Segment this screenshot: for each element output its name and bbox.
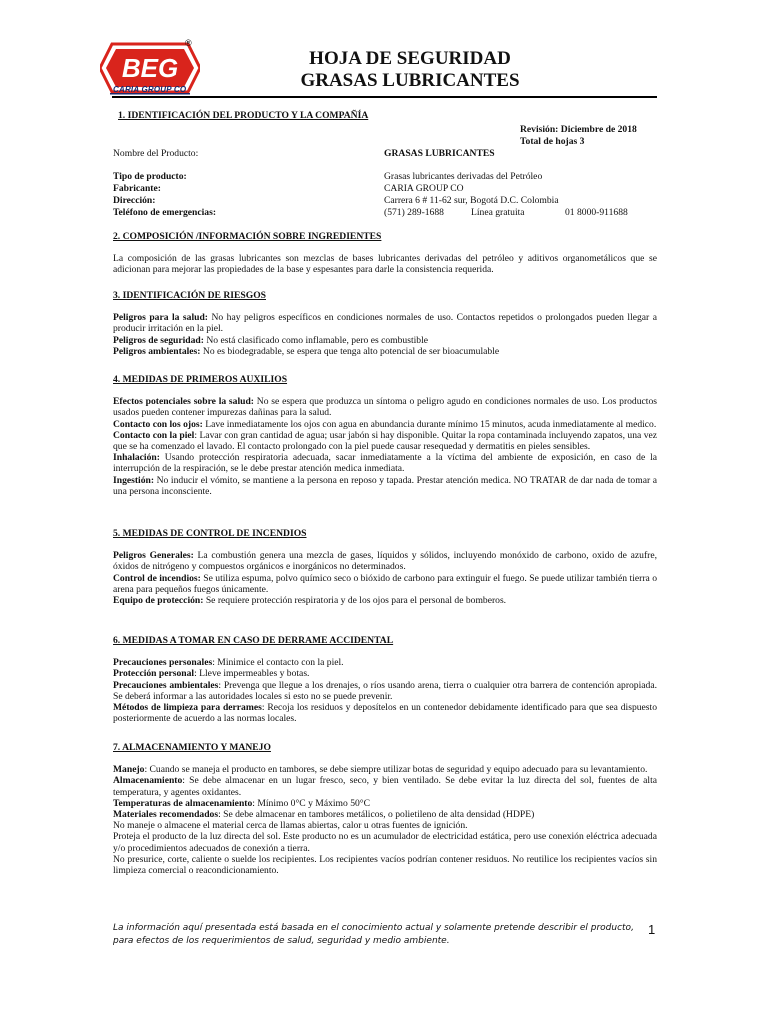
item-label: Peligros para la salud:: [113, 312, 208, 324]
item-text: : Minimice el contacto con la piel.: [212, 657, 344, 669]
document-subtitle: GRASAS LUBRICANTES: [300, 70, 520, 91]
item-text: : Lavar con gran cantidad de agua; usar jabón si hay disponible. Quitar la ropa contaminada incluyendo zapatos, una vez que se ha comenzado el lavado. El contacto prolongado con la piel puede causar resequedad y dermatitis en pieles sensibles.: [113, 429, 658, 453]
section1-title: 1. IDENTIFICACIÓN DEL PRODUCTO Y LA COMPAÑÍA: [118, 110, 369, 121]
section5-item: [113, 573, 657, 595]
item-text: La combustión genera una mezcla de gases, líquidos y sólidos, incluyendo monóxido de carbono, oxido de azufre, óxidos de nitrógeno y compuestos orgánicos e inorgánicos no determinados.: [113, 550, 657, 573]
item-text: No está clasificado como inflamable, pero es combustible: [203, 334, 429, 346]
item-label: Efectos potenciales sobre la salud:: [113, 396, 254, 408]
item-text: : Recoja los residuos y deposítelos en un contenedor debidamente identificado para que sea dispuesto posteriormente de acuerdo a las normas locales.: [113, 702, 657, 725]
section3-title: 3. IDENTIFICACIÓN DE RIESGOS: [113, 290, 266, 301]
item-text: Se requiere protección respiratoria y de los ojos para el personal de bomberos.: [203, 595, 507, 607]
item-text: Usando protección respiratoria adecuada, sacar inmediatamente a la víctima del ambiente de exposición, en caso de la interrupción de la respiración, se le debe prestar atención medica inmediata.: [113, 452, 657, 475]
item-label: Inhalación:: [113, 452, 160, 464]
section6-item: [113, 680, 657, 702]
item-text: No presurice, corte, caliente o suelde los recipientes. Los recipientes vacíos podrían contener residuos. No reutilice los recipientes vacíos sin limpieza comercial o reacondicionamiento.: [113, 853, 657, 877]
item-label: Protección personal: [113, 668, 195, 680]
item-label: Peligros ambientales:: [113, 345, 201, 357]
section7-item: [113, 809, 657, 820]
section3: [113, 290, 657, 357]
section7-item: [113, 775, 657, 797]
section4-item: [113, 452, 657, 474]
item-label: Control de incendios:: [113, 572, 201, 584]
value-toll-free-label: Línea gratuita: [471, 207, 525, 218]
item-label: Almacenamiento: [113, 775, 183, 787]
item-label: Temperaturas de almacenamiento: [113, 797, 253, 809]
section4-item: [113, 430, 657, 452]
label-manufacturer: Fabricante:: [113, 183, 161, 194]
section7-title: 7. ALMACENAMIENTO Y MANEJO: [113, 742, 271, 753]
item-label: Métodos de limpieza para derrames: [113, 702, 262, 714]
section6-item: [113, 668, 657, 679]
label-address: Dirección:: [113, 195, 156, 206]
item-label: Equipo de protección:: [113, 595, 204, 607]
item-text: No inducir el vómito, se mantiene a la persona en reposo y tapada. Prestar atención medica. NO TRATAR de dar nada de tomar a una persona inconsciente.: [113, 474, 657, 497]
item-label: Ingestión:: [113, 474, 155, 486]
item-text: Lave inmediatamente los ojos con agua en abundancia durante mínimo 15 minutos, acuda inmediatamente al medico.: [202, 418, 657, 430]
value-manufacturer: CARIA GROUP CO: [384, 183, 464, 194]
item-text: : Mínimo 0°C y Máximo 50°C: [252, 797, 371, 809]
item-text: No se espera que produzca un síntoma o peligro agudo en condiciones normales de uso. Los productos usados pueden contener impurezas dañinas para la salud.: [113, 396, 657, 419]
section2-title: 2. COMPOSICIÓN /INFORMACIÓN SOBRE INGREDIENTES: [113, 231, 382, 242]
value-address: Carrera 6 # 11-62 sur, Bogotá D.C. Colombia: [384, 195, 559, 206]
item-text: : Cuando se maneja el producto en tambores, se debe siempre utilizar botas de seguridad y equipo adecuado para su levantamiento.: [144, 764, 648, 776]
section6-item: [113, 702, 657, 724]
section5: [113, 528, 657, 606]
section4-item: [113, 475, 657, 497]
item-label: Contacto con la piel: [113, 429, 195, 441]
section6-item: [113, 657, 657, 668]
section5-title: 5. MEDIDAS DE CONTROL DE INCENDIOS: [113, 528, 307, 539]
value-emergency-phone: (571) 289-1688: [384, 207, 444, 218]
header-divider: [112, 96, 657, 98]
item-text: : Se debe almacenar en tambores metálicos, o polietileno de alta densidad (HDPE): [218, 809, 535, 821]
section2-text: La composición de las grasas lubricantes son mezclas de bases lubricantes derivadas del petróleo y aditivos organometálicos que se adicionan para mejorar las propiedades de la base y espesantes para darle la consistencia requerida.: [113, 253, 657, 276]
logo-text: BEG: [121, 53, 179, 83]
item-text: No maneje o almacene el material cerca de llamas abiertas, calor u otras fuentes de ignición.: [113, 820, 468, 832]
section7-item: [113, 831, 657, 853]
section5-item: [113, 595, 657, 606]
item-text: : Se debe almacenar en un lugar fresco, seco, y bien ventilado. Se debe evitar la luz directa del sol, fuentes de alta temperatura, y agentes oxidantes.: [113, 775, 657, 798]
document-title: HOJA DE SEGURIDAD: [309, 48, 511, 69]
logo-caption: CARIA GROUP CO: [113, 85, 187, 94]
total-pages: Total de hojas 3: [520, 136, 585, 147]
item-label: Peligros de seguridad:: [113, 334, 204, 346]
label-product-type: Tipo de producto:: [113, 171, 187, 182]
value-toll-free-number: 01 8000-911688: [565, 207, 628, 218]
section4-item: [113, 396, 657, 418]
item-text: : Lleve impermeables y botas.: [194, 668, 310, 680]
section7: [113, 742, 657, 876]
label-emergency-phone: Teléfono de emergencias:: [113, 207, 217, 218]
item-label: Materiales recomendados: [113, 809, 219, 821]
label-product-name: Nombre del Producto:: [113, 148, 199, 159]
section2: [113, 231, 657, 276]
section4: [113, 374, 657, 497]
item-text: Se utiliza espuma, polvo químico seco o bióxido de carbono para extinguir el fuego. Se puede utilizar también tierra o arena para pequeños fuegos únicamente.: [113, 572, 657, 595]
section3-item: [113, 346, 657, 357]
registered-mark: ®: [185, 38, 192, 48]
footer-disclaimer: La información aquí presentada está basada en el conocimiento actual y solamente pretende describir el producto, para efectos de los requerimientos de salud, seguridad y medio ambiente.: [113, 923, 634, 946]
section6-title: 6. MEDIDAS A TOMAR EN CASO DE DERRAME ACCIDENTAL: [113, 635, 394, 646]
value-product-type: Grasas lubricantes derivadas del Petróleo: [384, 171, 543, 182]
section6: [113, 635, 657, 724]
page-number: 1: [648, 922, 656, 937]
section5-item: [113, 550, 657, 572]
item-text: No es biodegradable, se espera que tenga alto potencial de ser bioacumulable: [200, 345, 500, 357]
section3-item: [113, 312, 657, 334]
section7-item: [113, 798, 657, 809]
value-product-name: GRASAS LUBRICANTES: [384, 148, 495, 159]
item-text: No hay peligros específicos en condiciones normales de uso. Contactos repetidos o prolongados pueden llegar a producir irritación en la piel.: [113, 312, 657, 335]
section4-title: 4. MEDIDAS DE PRIMEROS AUXILIOS: [113, 374, 288, 385]
item-text: Proteja el producto de la luz directa del sol. Este producto no es un acumulador de electricidad estática, pero use conexión eléctrica adecuada y/o procedimientos adecuados de conexión a tierra.: [113, 831, 657, 854]
item-label: Manejo: [113, 764, 145, 776]
item-label: Peligros Generales:: [113, 550, 194, 562]
section7-item: [113, 764, 657, 775]
item-label: Precauciones ambientales: [113, 679, 219, 691]
section3-item: [113, 335, 657, 346]
section4-item: [113, 419, 657, 430]
item-text: : Prevenga que llegue a los drenajes, o ríos usando arena, tierra o cualquier otra barrera de contención apropiada. Se deberá informar a las autoridades locales si esto no se puede prevenir.: [113, 679, 657, 702]
revision-date: Revisión: Diciembre de 2018: [520, 124, 637, 135]
section7-item: [113, 854, 657, 876]
item-label: Contacto con los ojos:: [113, 418, 203, 430]
item-label: Precauciones personales: [113, 657, 213, 669]
section1-title-wrap: [113, 110, 657, 121]
section7-item: [113, 820, 657, 831]
